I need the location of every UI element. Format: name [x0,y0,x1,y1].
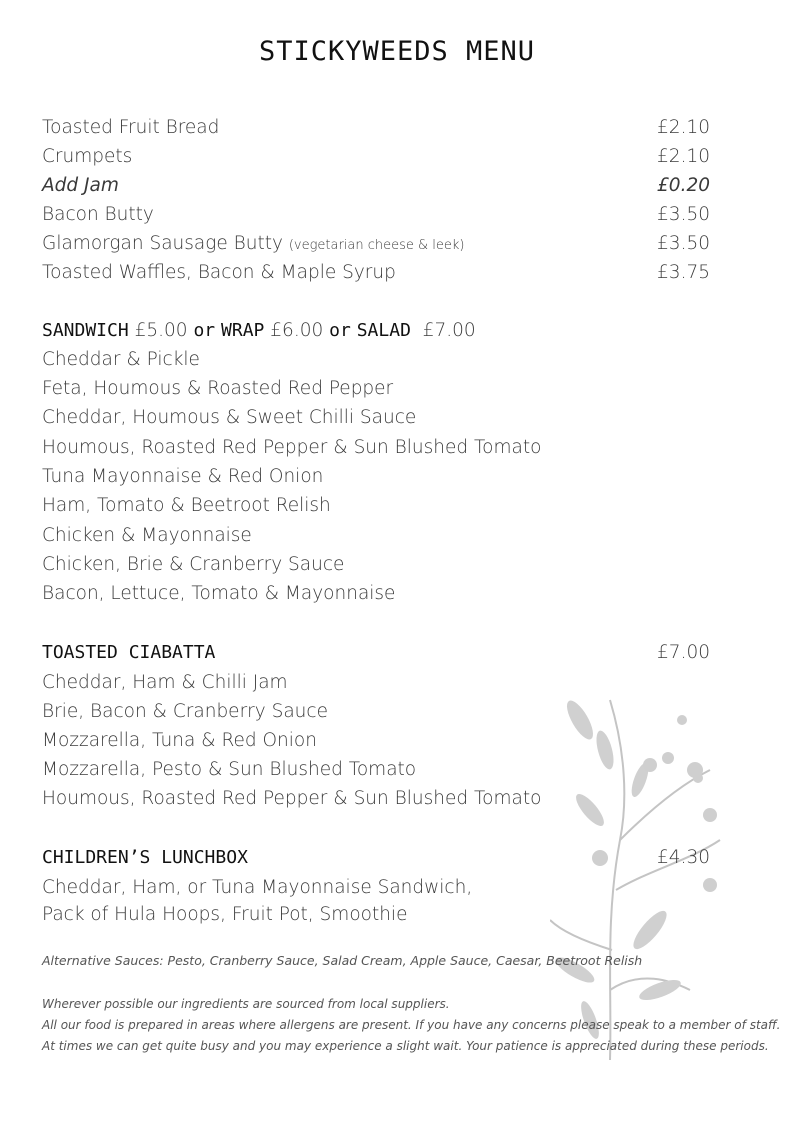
wrap-label: WRAP [221,320,265,341]
item-name [42,231,465,259]
ciabatta-price: £7.00 [657,642,710,663]
sandwich-item [42,464,710,490]
sandwich-item [42,347,710,373]
wrap-price: £6.00 [270,320,324,341]
item-title: Glamorgan Sausage Butty [42,233,283,254]
item-name: Mozzarella, Tuna & Red Onion [42,730,317,751]
sandwich-item [42,405,710,431]
footer-note: At times we can get quite busy and you may experience a slight wait. Your patience is appreciated during these periods. [42,1039,769,1053]
menu-item [42,115,710,141]
or-label: or [329,320,351,341]
item-price: £2.10 [657,146,710,167]
menu-item [42,144,710,170]
item-name: Brie, Bacon & Cranberry Sauce [42,701,328,722]
lunchbox-heading [42,845,710,871]
item-name: Houmous, Roasted Red Pepper & Sun Blushed Tomato [42,437,542,458]
item-price: £2.10 [657,117,710,138]
menu-item [42,202,710,228]
sandwich-label: SANDWICH [42,320,129,341]
item-name: Bacon, Lettuce, Tomato & Mayonnaise [42,583,396,604]
item-price: £0.20 [657,175,710,196]
ciabatta-item [42,728,710,754]
sandwich-price: £5.00 [134,320,188,341]
sandwich-item [42,581,710,607]
sandwich-heading [42,318,710,344]
lunchbox-text: Pack of Hula Hoops, Fruit Pot, Smoothie [42,904,408,925]
item-name: Mozzarella, Pesto & Sun Blushed Tomato [42,759,417,780]
item-name: Bacon Butty [42,204,154,225]
footer-note: Wherever possible our ingredients are sourced from local suppliers. [42,997,450,1011]
item-name: Cheddar, Ham & Chilli Jam [42,672,288,693]
item-name: Cheddar, Houmous & Sweet Chilli Sauce [42,407,417,428]
item-name: Crumpets [42,146,133,167]
salad-label: SALAD [356,320,411,341]
ciabatta-heading [42,640,710,666]
item-name: Houmous, Roasted Red Pepper & Sun Blushed Tomato [42,788,542,809]
sandwich-item [42,523,710,549]
item-price: £3.50 [657,233,710,254]
item-price: £3.75 [657,262,710,283]
lunchbox-line [42,875,710,901]
ciabatta-item [42,757,710,783]
menu-title: STICKYWEEDS MENU [258,36,536,67]
sandwich-item [42,493,710,519]
item-price: £3.50 [657,204,710,225]
sauces-note: Alternative Sauces: Pesto, Cranberry Sauce, Salad Cream, Apple Sauce, Caesar, Beetroot Relish [42,953,643,968]
or-label: or [193,320,216,341]
ciabatta-label: TOASTED CIABATTA [42,642,216,663]
lunchbox-price: £4.30 [657,847,710,868]
ciabatta-item [42,670,710,696]
lunchbox-label: CHILDREN’S LUNCHBOX [42,847,248,868]
menu-item-addon [42,173,710,199]
menu-item [42,231,710,257]
item-name: Chicken, Brie & Cranberry Sauce [42,554,345,575]
lunchbox-line [42,902,710,928]
item-name: Toasted Fruit Bread [42,117,220,138]
ciabatta-item [42,786,710,812]
ciabatta-item [42,699,710,725]
salad-price: £7.00 [422,320,476,341]
item-name: Toasted Waffles, Bacon & Maple Syrup [42,262,396,283]
sandwich-item [42,376,710,402]
sandwich-item [42,552,710,578]
item-name: Feta, Houmous & Roasted Red Pepper [42,378,394,399]
item-name: Add Jam [42,175,119,196]
item-name: Tuna Mayonnaise & Red Onion [42,466,324,487]
lunchbox-text: Cheddar, Ham, or Tuna Mayonnaise Sandwich, [42,877,473,898]
item-name: Cheddar & Pickle [42,349,200,370]
sandwich-item [42,435,710,461]
footer-note: All our food is prepared in areas where allergens are present. If you have any concerns please speak to a member of staff. [42,1018,781,1032]
item-name: Ham, Tomato & Beetroot Relish [42,495,331,516]
item-note: (vegetarian cheese & leek) [288,238,465,253]
sandwich-heading-line [42,318,476,344]
menu-item [42,260,710,286]
item-name: Chicken & Mayonnaise [42,525,252,546]
